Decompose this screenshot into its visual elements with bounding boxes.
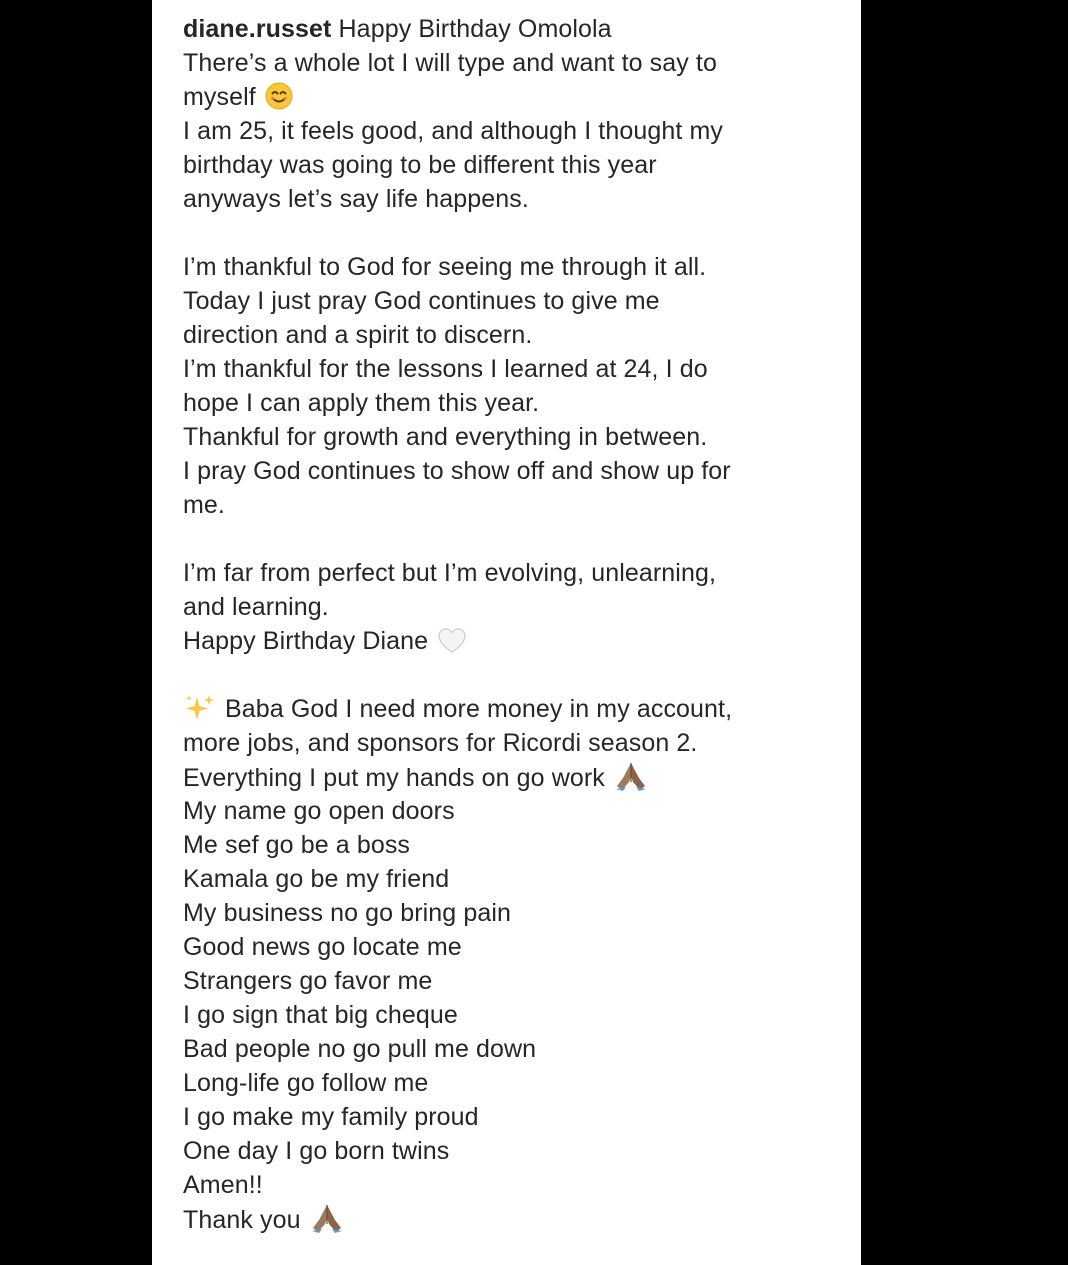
caption-line — [183, 794, 843, 828]
caption-line — [183, 318, 843, 352]
caption-line — [183, 46, 843, 80]
caption-line — [183, 760, 843, 794]
caption-line — [183, 964, 843, 998]
caption-line-text: There’s a whole lot I will type and want to say to — [183, 49, 717, 77]
caption-line-text: Me sef go be a boss — [183, 831, 411, 859]
post-caption-panel — [152, 0, 861, 1265]
caption-line-text: I pray God continues to show off and show up for — [183, 457, 731, 485]
caption-line-text: Thank you — [183, 1206, 301, 1234]
caption-line-text: Thankful for growth and everything in between. — [183, 423, 708, 451]
caption-line — [183, 1032, 843, 1066]
username-link[interactable]: diane.russet — [183, 15, 332, 43]
caption-line-text: Happy Birthday Omolola — [338, 15, 612, 43]
caption-line — [183, 828, 843, 862]
caption-line — [183, 352, 843, 386]
caption-line-text: Kamala go be my friend — [183, 865, 450, 893]
caption-line — [183, 896, 843, 930]
caption-line-text: I go make my family proud — [183, 1103, 479, 1131]
caption-line-text: myself — [183, 83, 256, 111]
caption-line-text: One day I go born twins — [183, 1137, 450, 1165]
caption-line — [183, 420, 843, 454]
caption-line-text: direction and a spirit to discern. — [183, 321, 533, 349]
caption-line — [183, 1100, 843, 1134]
folded-hands-icon — [309, 1202, 345, 1243]
caption-line-text: I am 25, it feels good, and although I thought my — [183, 117, 723, 145]
caption-line-text: Good news go locate me — [183, 933, 462, 961]
caption-line — [183, 114, 843, 148]
caption-blank-line — [183, 658, 843, 692]
caption-line-text: I go sign that big cheque — [183, 1001, 458, 1029]
caption-line-text: I’m thankful for the lessons I learned at 24, I do — [183, 355, 708, 383]
caption-line-text: more jobs, and sponsors for Ricordi season 2. — [183, 729, 698, 757]
caption-line-text: Baba God I need more money in my account, — [225, 695, 733, 723]
caption-line — [183, 1066, 843, 1100]
caption-line — [183, 624, 843, 658]
caption-line-text: My name go open doors — [183, 797, 455, 825]
caption-line — [183, 862, 843, 896]
caption-line — [183, 148, 843, 182]
caption-line — [183, 1202, 843, 1236]
caption-line — [183, 556, 843, 590]
post-caption — [183, 12, 843, 1236]
caption-line-text: Bad people no go pull me down — [183, 1035, 537, 1063]
caption-line-text: Amen!! — [183, 1171, 263, 1199]
folded-hands-icon — [613, 760, 649, 801]
caption-line — [183, 590, 843, 624]
caption-line — [183, 284, 843, 318]
caption-line-text: Strangers go favor me — [183, 967, 433, 995]
caption-blank-line — [183, 216, 843, 250]
caption-line-text: me. — [183, 491, 225, 519]
caption-line-text: Today I just pray God continues to give me — [183, 287, 660, 315]
caption-line-text: hope I can apply them this year. — [183, 389, 540, 417]
caption-line-text: Long-life go follow me — [183, 1069, 429, 1097]
caption-line — [183, 80, 843, 114]
caption-line — [183, 692, 843, 726]
caption-line — [183, 12, 843, 46]
caption-line — [183, 998, 843, 1032]
caption-line — [183, 1134, 843, 1168]
white-heart-icon — [436, 625, 468, 664]
caption-line — [183, 726, 843, 760]
caption-line-text: anyways let’s say life happens. — [183, 185, 529, 213]
caption-line — [183, 386, 843, 420]
caption-line-text: I’m thankful to God for seeing me through it all. — [183, 253, 707, 281]
caption-line — [183, 250, 843, 284]
caption-line-text: birthday was going to be different this year — [183, 151, 657, 179]
caption-line-text: Everything I put my hands on go work — [183, 764, 605, 792]
caption-line-text: My business no go bring pain — [183, 899, 511, 927]
caption-line — [183, 454, 843, 488]
caption-line — [183, 488, 843, 522]
caption-line-text: Happy Birthday Diane — [183, 627, 429, 655]
caption-line — [183, 182, 843, 216]
caption-line — [183, 1168, 843, 1202]
caption-line-text: I’m far from perfect but I’m evolving, unlearning, — [183, 559, 717, 587]
caption-blank-line — [183, 522, 843, 556]
caption-line-text: and learning. — [183, 593, 329, 621]
caption-line — [183, 930, 843, 964]
